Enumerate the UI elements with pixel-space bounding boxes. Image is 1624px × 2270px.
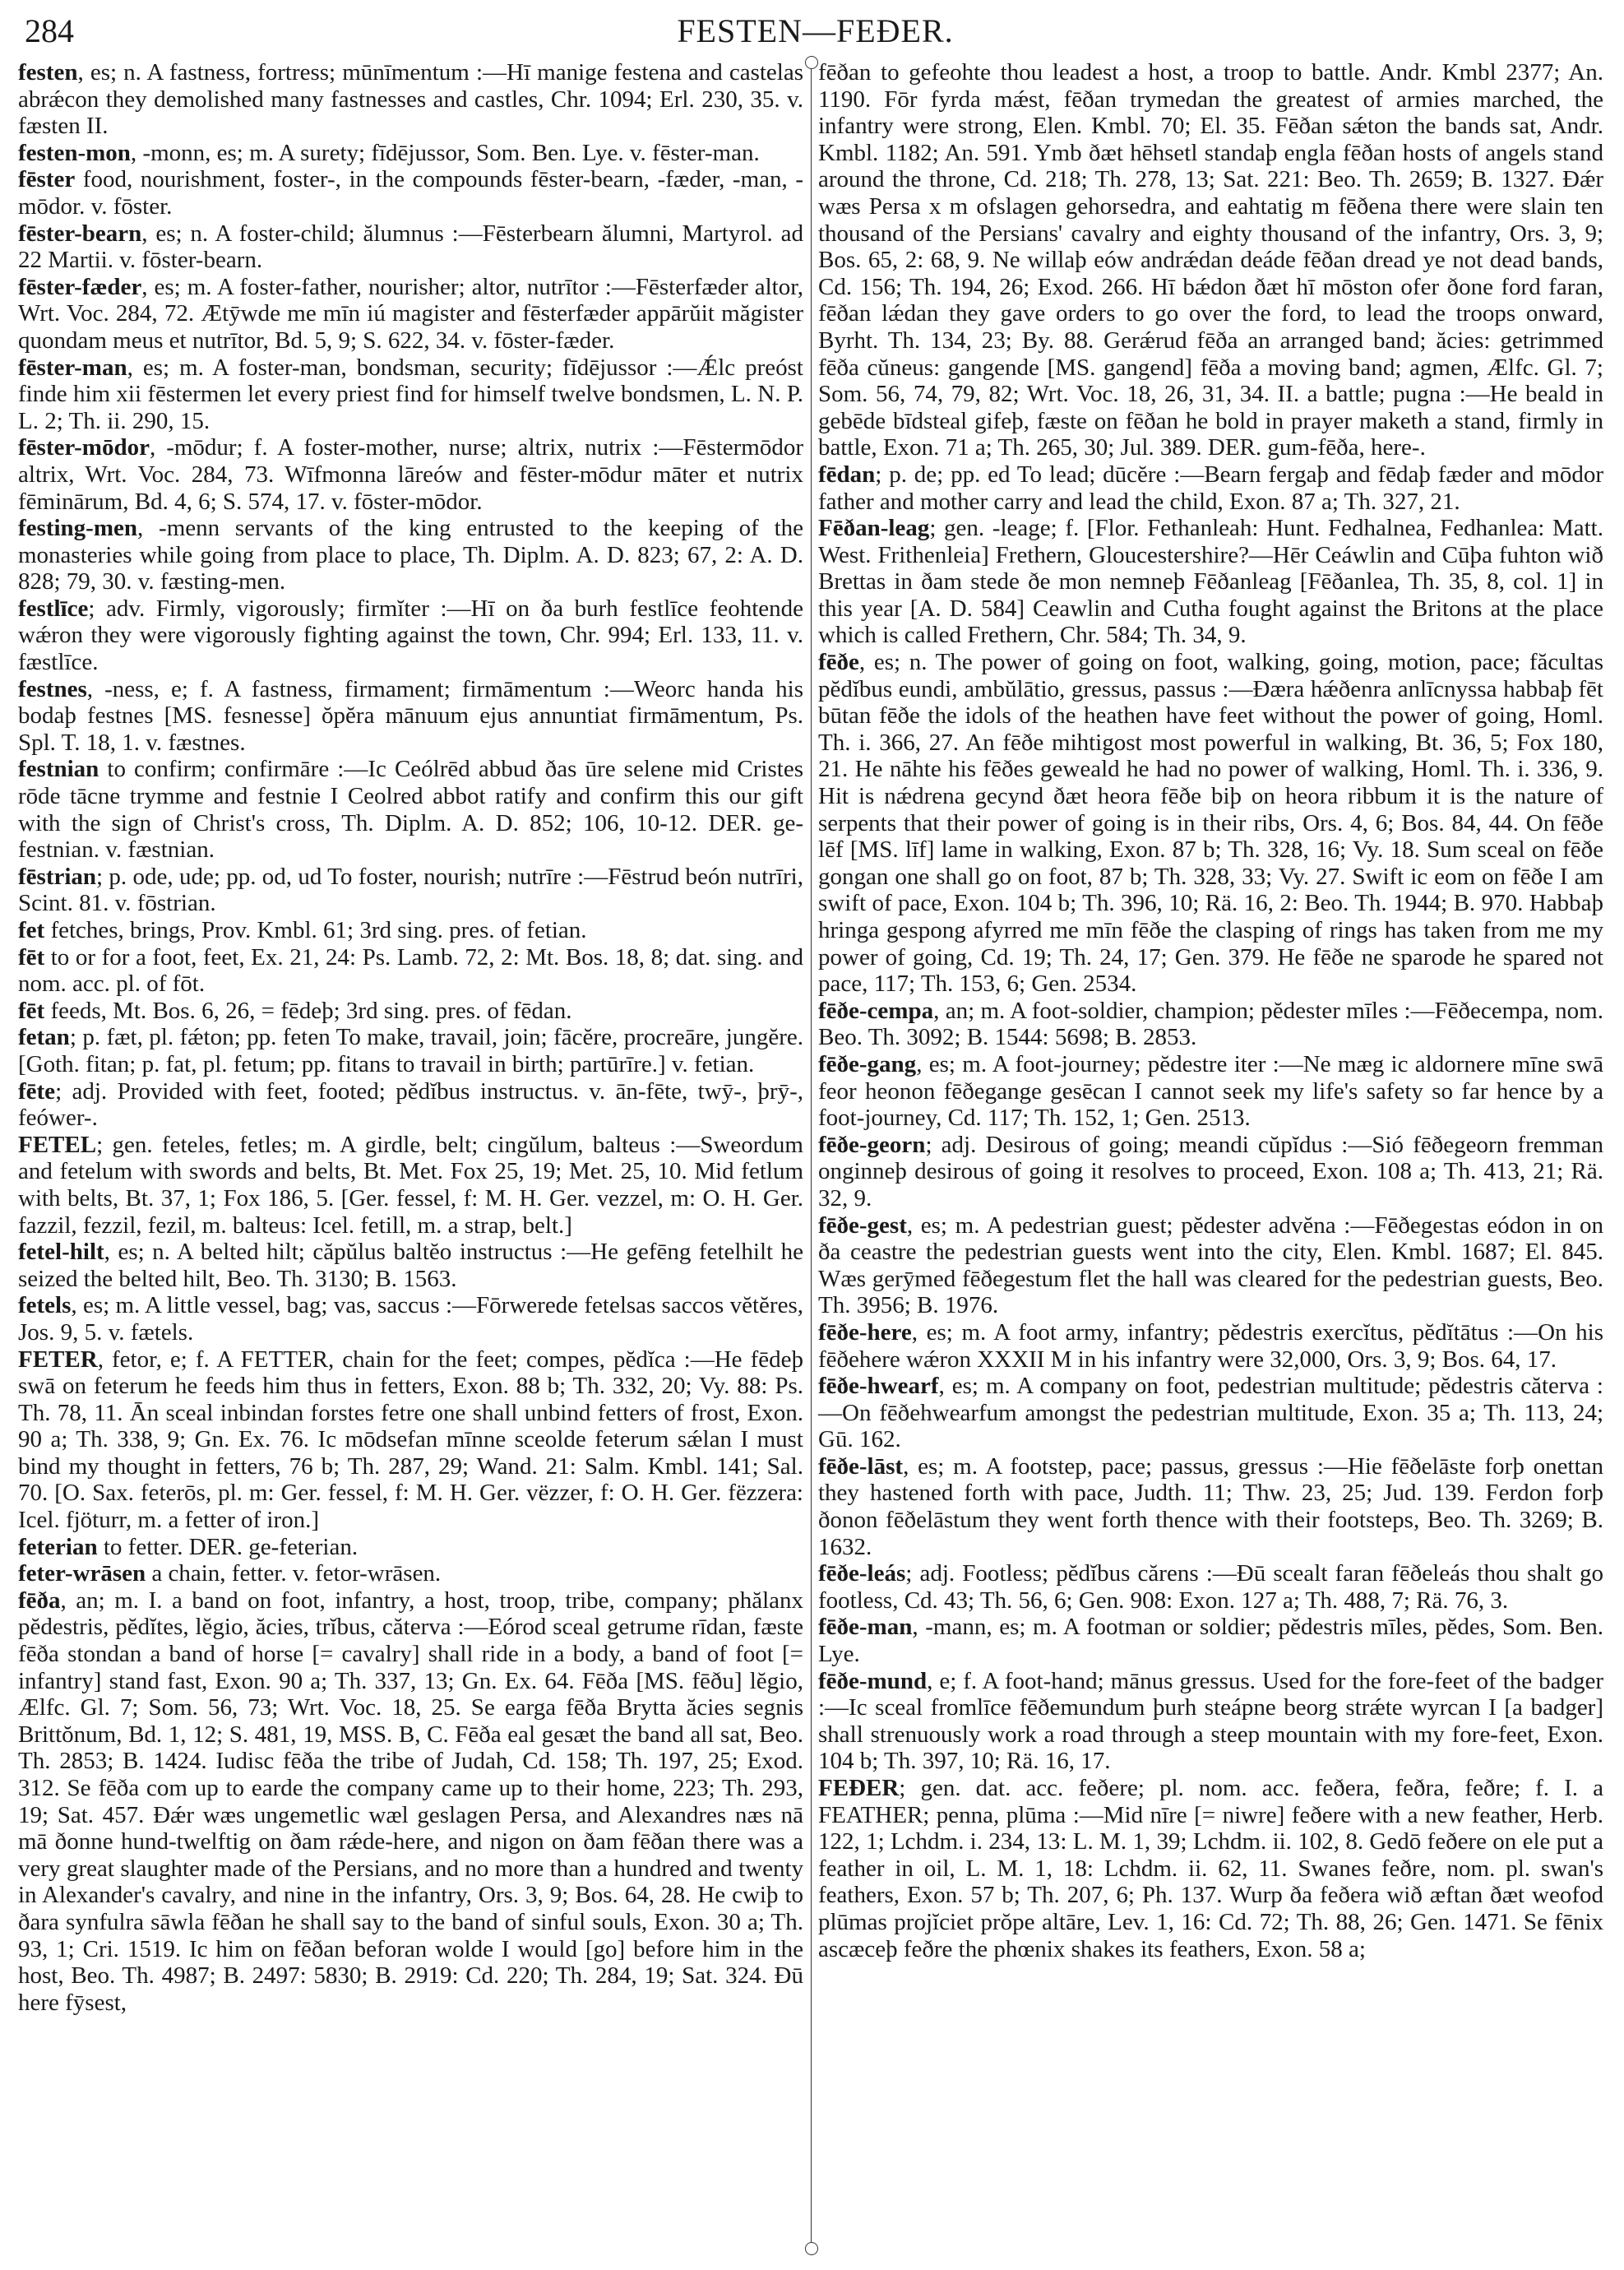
- entry-definition: a chain, fetter. v. fetor-wrāsen.: [146, 1560, 442, 1587]
- dictionary-entry: [18, 864, 803, 917]
- entry-definition: , an; m. I. a band on foot, infantry, a host, troop, tribe, company; phălanx pĕdestris, pĕdĭtes, lĕgio, ăcies, trĭbus, căterva :—Eórod sceal getrume rīdan, fæste fēða stondan a band of horse [= cavalry] shall ride in a body, a band of foot [= infantry] stand fast, Exon. 90 a; Th. 337, 13; Gn. Ex. 64. Fēða [MS. fēðu] lĕgio, Ælfc. Gl. 7; Som. 56, 73; Wrt. Voc. 18, 25. Se earga fēða Brytta ăcies segnis Brittŏnum, Bd. 1, 12; S. 481, 19, MSS. B, C. Fēða eal gesæt the band all sat, Beo. Th. 2853; B. 1424. Iudisc fēða the tribe of Judah, Cd. 158; Th. 197, 25; Exod. 312. Se fēða com up to earde the company came up to their home, 223; Th. 293, 19; Sat. 457. Ðǽr wæs ungemetlic wæl geslagen Persa, and Alexandres næs nā mā ðonne hund-twelftig on ðam rǽde-here, and nigon on ðam fēðan there was a very great slaughter made of the Persians, and no more than a hundred and twenty in Alexander's cavalry, and nine in the infantry, Ors. 3, 9; Bos. 64, 28. He cwiþ to ðara synfulra sāwla fēðan he shall say to the band of sinful souls, Exon. 30 a; Th. 93, 1; Cri. 1519. Ic him on fēðan beforan wolde I would [go] before him in the host, Beo. Th. 4987; B. 2497: 5830; B. 2919: Cd. 220; Th. 284, 19; Sat. 324. Ðū here fȳsest,: [18, 1587, 803, 2016]
- dictionary-entry: [818, 1051, 1603, 1132]
- entry-definition: ; gen. -leage; f. [Flor. Fethanleah: Hunt. Fedhalnea, Fedhanlea: Matt. West. Frithenleia] Frethern, Gloucestershire?—Hēr Ceáwlin and Cūþa fuhton wið Brettas in ðam stede ðe mon nemneþ Fēðanleag [Fēðanlea, Th. 35, 8, col. 1] in this year [A. D. 584] Ceawlin and Cutha fought against the Britons at the place which is called Frethern, Chr. 584; Th. 34, 9.: [818, 515, 1603, 649]
- headword: fetels: [18, 1292, 72, 1319]
- running-title: FESTEN—FEÐER.: [677, 12, 954, 49]
- page-header: [25, 12, 1606, 53]
- dictionary-entry: [18, 944, 803, 998]
- headword: fēt: [18, 943, 45, 971]
- entry-definition: ; p. de; pp. ed To lead; dūcĕre :—Bearn fergaþ and fēdaþ fæder and mōdor father and mother carry and lead the child, Exon. 87 a; Th. 327, 21.: [818, 461, 1603, 515]
- entry-definition: to or for a foot, feet, Ex. 21, 24: Ps. Lamb. 72, 2: Mt. Bos. 18, 8; dat. sing. and nom. acc. pl. of fōt.: [18, 943, 803, 998]
- dictionary-entry: [818, 1614, 1603, 1667]
- dictionary-entry: [18, 1132, 803, 1239]
- dictionary-entry: [18, 515, 803, 595]
- headword: fēte: [18, 1077, 56, 1105]
- headword: fetan: [18, 1024, 70, 1051]
- entry-definition: ; p. fæt, pl. fǽton; pp. feten To make, travail, join; fācĕre, procreāre, jungĕre. [Goth. fitan; p. fat, pl. fetum; pp. fitans to travail in birth; partūrīre.] v. fetian.: [18, 1024, 803, 1077]
- headword: fēster-bearn: [18, 220, 142, 247]
- headword: fēðe-mund: [818, 1667, 928, 1694]
- entry-definition: , es; m. A foot-journey; pĕdestre iter :—Ne mæg ic aldornere mīne swā feor heonon fēðegange gesēcan I cannot seek my life's safety so far hence by a foot-journey, Cd. 117; Th. 152, 1; Gen. 2513.: [818, 1050, 1603, 1132]
- dictionary-entry: [18, 1078, 803, 1132]
- headword: fēðe-hwearf: [818, 1373, 939, 1400]
- entry-continuation: [818, 59, 1603, 461]
- entry-definition: , es; m. A little vessel, bag; vas, saccus :—Fōrwerede fetelsas saccos vĕtĕres, Jos. 9, 5. v. fætels.: [18, 1292, 803, 1346]
- entry-definition: , -ness, e; f. A fastness, firmament; firmāmentum :—Weorc handa his bodaþ festnes [MS. fesnesse] ŏpĕra mānuum ejus annuntiat firmāmentum, Ps. Spl. T. 18, 1. v. fæstnes.: [18, 675, 803, 756]
- ornament-icon: [805, 56, 818, 69]
- dictionary-entry: [18, 676, 803, 757]
- dictionary-entry: [18, 756, 803, 863]
- entry-definition: , es; n. A belted hilt; căpŭlus baltĕo instructus :—He gefēng fetelhilt he seized the belted hilt, Beo. Th. 3130; B. 1563.: [18, 1239, 803, 1292]
- dictionary-entry: [818, 461, 1603, 515]
- headword: festen-mon: [18, 139, 131, 166]
- entry-definition: , es; m. A foster-father, nourisher; altor, nutrītor :—Fēsterfæder altor, Wrt. Voc. 284, 72. Ætȳwde me mīn iú magister and fēsterfæder appārŭit măgister quondam meus et nutrītor, Bd. 5, 9; S. 622, 34. v. fōster-fæder.: [18, 273, 803, 354]
- headword: fēðe-cempa: [818, 997, 934, 1024]
- headword: festlīce: [18, 595, 89, 622]
- entry-definition: ; gen. feteles, fetles; m. A girdle, belt; cingŭlum, balteus :—Sweordum and fetelum with swords and belts, Bt. Met. Fox 25, 19; Met. 25, 10. Mid fetlum with belts, Bt. 37, 1; Fox 186, 5. [Ger. fessel, f: M. H. Ger. vezzel, m: O. H. Ger. fazzil, fezzil, fezil, m. balteus: Icel. fetill, m. a strap, belt.]: [18, 1131, 803, 1239]
- dictionary-entry: [18, 220, 803, 274]
- dictionary-entry: [818, 649, 1603, 998]
- headword: fēster: [18, 166, 76, 193]
- entry-definition: , es; m. A foot army, infantry; pĕdestris exercĭtus, pĕdĭtātus :—On his fēðehere wǽron XXXII M in his infantry were 32,000, Ors. 3, 9; Bos. 64, 17.: [818, 1318, 1603, 1373]
- headword: fet: [18, 917, 45, 943]
- headword: fēðe-gest: [818, 1211, 907, 1239]
- headword: festing-men: [18, 515, 137, 542]
- entry-definition: , es; m. A foster-man, bondsman, security; fīdējussor :—Ǽlc preóst finde him xii fēstermen let every priest find for himself twelve bondsmen, L. N. P. L. 2; Th. ii. 290, 15.: [18, 354, 803, 434]
- headword: FETEL: [18, 1131, 97, 1158]
- entry-definition: , -menn servants of the king entrusted to the keeping of the monasteries while going from place to place, Th. Diplm. A. D. 823; 67, 2: A. D. 828; 79, 30. v. fæsting-men.: [18, 515, 803, 595]
- dictionary-entry: [18, 140, 803, 167]
- entry-definition: , es; m. A footstep, pace; passus, gressus :—Hie fēðelāste forþ onettan they hastened forth with pace, Judth. 11; Thw. 23, 25; Jud. 139. Ferdon forþ ðonon fēðelāstum they went forth thence with their footsteps, Beo. Th. 3269; B. 1632.: [818, 1452, 1603, 1560]
- left-column: [18, 59, 803, 2016]
- entry-definition: , -monn, es; m. A surety; fīdējussor, Som. Ben. Lye. v. fēster-man.: [130, 139, 760, 166]
- headword: fēstrian: [18, 863, 97, 890]
- entry-definition: feeds, Mt. Bos. 6, 26, = fēdeþ; 3rd sing. pres. of fēdan.: [44, 997, 572, 1024]
- dictionary-entry: [818, 1373, 1603, 1453]
- entry-definition: , fetor, e; f. A FETTER, chain for the feet; compes, pĕdĭca :—He fēdeþ swā on feterum he feeds him thus in fetters, Exon. 88 b; Th. 332, 20; Vy. 88: Ps. Th. 78, 11. Ān sceal inbindan forstes fetre one shall unbind fetters of frost, Exon. 90 a; Th. 338, 9; Gn. Ex. 76. Ic mōdsefan mīnne sceolde feterum sǽlan I must bind my thought in fetters, 76 b; Th. 287, 29; Wand. 21: Salm. Kmbl. 141; Sal. 70. [O. Sax. feterōs, pl. m: Ger. fessel, f: M. H. Ger. vëzzer, f: O. H. Ger. fëzzera: Icel. fjöturr, m. a fetter of iron.]: [18, 1346, 803, 1534]
- entry-definition: , -mōdur; f. A foster-mother, nurse; altrix, nutrix :—Fēstermōdor altrix, Wrt. Voc. 284, 73. Wīfmonna lāreów and fēster-mōdur māter et nutrix fēminārum, Bd. 4, 6; S. 574, 17. v. fōster-mōdor.: [18, 434, 803, 515]
- entry-definition: ; gen. dat. acc. feðere; pl. nom. acc. feðera, feðra, feðre; f. I. a FEATHER; penna, plūma :—Mid nīre [= niwre] feðere with a new feather, Herb. 122, 1; Lchdm. i. 234, 13: L. M. 1, 39; Lchdm. ii. 102, 8. Gedō feðere on ele put a feather in oil, L. M. 1, 18: Lchdm. ii. 62, 11. Swanes feðre, nom. pl. swan's feathers, Exon. 57 b; Th. 207, 6; Ph. 137. Wurp ða feðera wið æftan ðæt weofod plūmas projĭciet prŏpe altāre, Lev. 1, 16: Cd. 72; Th. 88, 26; Gen. 1471. Se fēnix ascæceþ feðre the phœnix shakes its feathers, Exon. 58 a;: [818, 1775, 1603, 1962]
- entry-definition: ; p. ode, ude; pp. od, ud To foster, nourish; nutrīre :—Fēstrud beón nutrīri, Scint. 81. v. fōstrian.: [18, 863, 803, 917]
- dictionary-entry: [18, 1534, 803, 1561]
- dictionary-entry: [18, 434, 803, 515]
- entry-definition: , es; n. The power of going on foot, walking, going, motion, pace; făcultas pĕdĭbus eundi, ambŭlātio, gressus, passus :—Ðæra hǽðenra anlīcnyssa habbaþ fēt būtan fēðe the idols of the heathen have feet without the power of going, Homl. Th. i. 366, 27. An fēðe mihtigost most powerful in walking, Bt. 36, 5; Fox 180, 21. He nāhte his fēðes geweald he had no power of walking, Homl. Th. i. 336, 9. Hit is nǽdrena gecynd ðæt heora fēðe biþ on heora ribbum it is the nature of serpents that their power of going is in their ribs, Ors. 4, 6; Bos. 84, 44. On fēðe lēf [MS. līf] lame in walking, Exon. 87 b; Th. 328, 16; Vy. 18. Sum sceal on fēðe gongan one shall go on foot, 87 b; Th. 328, 33; Vy. 27. Swift ic eom on fēðe I am swift of pace, Exon. 104 b; Th. 396, 10; Rä. 16, 2: Beo. Th. 1944; B. 970. Habbaþ hringa gespong afyrred me mīn fēðe the clasping of rings has taken from me my power of going, Cd. 19; Th. 24, 17; Gen. 379. He fēðe ne sparode he spared not pace, 117; Th. 153, 6; Gen. 2534.: [818, 649, 1603, 998]
- headword: fēðe: [818, 649, 859, 676]
- entry-definition: , e; f. A foot-hand; mānus gressus. Used for the fore-feet of the badger :—Ic sceal fromlīce fēðemundum þurh steápne beorg strǽte wyrcan I [a badger] shall strenuously work a road through a steep mountain with my fore-feet, Exon. 104 b; Th. 397, 10; Rä. 16, 17.: [818, 1667, 1603, 1775]
- headword: festnian: [18, 756, 99, 783]
- headword: Fēðan-leag: [818, 515, 930, 542]
- dictionary-entry: [18, 59, 803, 140]
- column-divider: [811, 64, 812, 2244]
- headword: fēt: [18, 997, 45, 1024]
- headword: fēster-fæder: [18, 273, 142, 300]
- dictionary-entry: [818, 1775, 1603, 1962]
- entry-definition: ; adj. Footless; pĕdĭbus cărens :—Ðū scealt faran fēðeleás thou shalt go footless, Cd. 43; Th. 56, 6; Gen. 908: Exon. 127 a; Th. 488, 7; Rä. 76, 3.: [818, 1560, 1603, 1614]
- dictionary-entry: [18, 998, 803, 1025]
- dictionary-entry: [18, 1239, 803, 1292]
- headword: festen: [18, 59, 78, 86]
- headword: FETER: [18, 1346, 98, 1373]
- entry-definition: , es; m. A pedestrian guest; pĕdester advĕna :—Fēðegestas eódon in on ða ceastre the pedestrian guests went into the city, Elen. Kmbl. 1687; El. 845. Wæs gerȳmed fēðegestum flet the hall was cleared for the pedestrian guests, Beo. Th. 3956; B. 1976.: [818, 1211, 1603, 1319]
- dictionary-entry: [818, 1560, 1603, 1614]
- headword: FEÐER: [818, 1775, 900, 1801]
- dictionary-entry: [818, 1453, 1603, 1560]
- entry-definition: , -mann, es; m. A footman or soldier; pĕdestris mīles, pĕdes, Som. Ben. Lye.: [818, 1614, 1603, 1668]
- page-number: 284: [25, 12, 74, 49]
- dictionary-entry: [818, 1319, 1603, 1373]
- dictionary-entry: [818, 515, 1603, 649]
- dictionary-entry: [18, 1346, 803, 1534]
- entry-definition: to fetter. DER. ge-feterian.: [97, 1533, 359, 1560]
- dictionary-entry: [18, 1560, 803, 1587]
- entry-definition: ; adj. Desirous of going; meandi cŭpĭdus :—Sió fēðegeorn fremman onginneþ desirous of going it resolves to proceed, Exon. 108 a; Th. 413, 21; Rä. 32, 9.: [818, 1131, 1603, 1211]
- dictionary-entry: [818, 1212, 1603, 1319]
- headword: fēðe-man: [818, 1614, 913, 1641]
- dictionary-entry: [18, 595, 803, 676]
- dictionary-entry: [18, 274, 803, 354]
- entry-definition: ; adj. Provided with feet, footed; pĕdĭbus instructus. v. ān-fēte, twȳ-, þrȳ-, feówer-.: [18, 1077, 803, 1132]
- entry-definition: , es; n. A fastness, fortress; mūnīmentum :—Hī manige festena and castelas abrǽcon they demolished many fastnesses and castles, Chr. 1094; Erl. 230, 35. v. fæsten II.: [18, 59, 803, 140]
- dictionary-entry: [18, 1024, 803, 1077]
- dictionary-entry: [18, 917, 803, 944]
- entry-definition: , es; n. A foster-child; ălumnus :—Fēsterbearn ălumni, Martyrol. ad 22 Martii. v. fōster-bearn.: [18, 220, 803, 274]
- entry-definition: ; adv. Firmly, vigorously; firmĭter :—Hī on ða burh festlīce feohtende wǽron they were vigorously fighting against the town, Chr. 994; Erl. 133, 11. v. fæstlīce.: [18, 595, 803, 676]
- entry-definition: food, nourishment, foster-, in the compounds fēster-bearn, -fæder, -man, -mōdor. v. fōster.: [18, 166, 803, 220]
- headword: fēster-man: [18, 354, 127, 381]
- dictionary-entry: [18, 1587, 803, 2017]
- headword: fēðe-leás: [818, 1560, 906, 1587]
- entry-definition: , an; m. A foot-soldier, champion; pĕdester mīles :—Fēðecempa, nom. Beo. Th. 3092; B. 1544: 5698; B. 2853.: [818, 997, 1603, 1051]
- entry-definition: to confirm; confirmāre :—Ic Ceólrēd abbud ðas ūre selene mid Cristes rōde tācne trymme and festnie I Ceolred abbot ratify and confirm this our gift with the sign of Christ's cross, Th. Diplm. A. D. 852; 106, 10-12. DER. ge-festnian. v. fæstnian.: [18, 756, 803, 864]
- entry-definition: fēðan to gefeohte thou leadest a host, a troop to battle. Andr. Kmbl 2377; An. 1190. Fōr fyrda mǽst, fēðan trymedan the greatest of armies marched, the infantry were strong, Elen. Kmbl. 70; El. 35. Fēðan sǽton the bands sat, Andr. Kmbl. 1182; An. 591. Ymb ðæt hēhsetl standaþ engla fēðan hosts of angels stand around the throne, Cd. 218; Th. 278, 13; Sat. 221: Beo. Th. 2659; B. 1327. Ðǽr wæs Persa x m ofslagen gehorsedra, and eahtatig m fēðena there were slain ten thousand of the Persians' cavalry and eighty thousand of the infantry, Ors. 3, 9; Bos. 65, 2: 68, 9. Ne willaþ eów andrǽdan deáde fēðan dread ye not dead bands, Cd. 156; Th. 194, 26; Exod. 266. Hī bǽdon ðæt hī mōston ofer ðone ford faran, fēðan lǽdan they gave orders to go over the ford, to lead the troops onward, Byrht. Th. 134, 23; By. 88. Gerǽrud fēða an arranged band; ăcies: getrimmed fēða cŭneus: gangende [MS. gangend] fēða a moving band; agmen, Ælfc. Gl. 7; Som. 56, 74, 79, 82; Wrt. Voc. 18, 26, 31, 34. II. a battle; pugna :—He beald in gebēde bīdsteal gifeþ, fæste on fēðan he bold in prayer maketh a stand, firmly in battle, Exon. 71 a; Th. 265, 30; Jul. 389. DER. gum-fēða, here-.: [818, 59, 1603, 461]
- headword: fēða: [18, 1587, 61, 1614]
- headword: festnes: [18, 675, 87, 702]
- entry-definition: , es; m. A company on foot, pedestrian multitude; pĕdestris căterva :—On fēðehwearfum amongst the pedestrian multitude, Exon. 35 a; Th. 113, 24; Gū. 162.: [818, 1373, 1603, 1453]
- headword: feterian: [18, 1533, 98, 1560]
- headword: fēðe-gang: [818, 1050, 917, 1077]
- headword: fetel-hilt: [18, 1239, 104, 1266]
- headword: fēðe-lāst: [818, 1452, 904, 1480]
- right-column: [818, 59, 1603, 1962]
- headword: fēðe-georn: [818, 1131, 926, 1158]
- dictionary-entry: [818, 998, 1603, 1051]
- ornament-icon: [805, 2242, 818, 2255]
- headword: fēðe-here: [818, 1318, 912, 1346]
- headword: fēdan: [818, 461, 876, 488]
- entry-definition: fetches, brings, Prov. Kmbl. 61; 3rd sing. pres. of fetian.: [44, 917, 587, 943]
- dictionary-entry: [18, 354, 803, 435]
- dictionary-entry: [818, 1668, 1603, 1775]
- dictionary-entry: [18, 1292, 803, 1346]
- headword: feter-wrāsen: [18, 1560, 146, 1587]
- dictionary-entry: [818, 1132, 1603, 1212]
- dictionary-entry: [18, 166, 803, 220]
- headword: fēster-mōdor: [18, 434, 150, 461]
